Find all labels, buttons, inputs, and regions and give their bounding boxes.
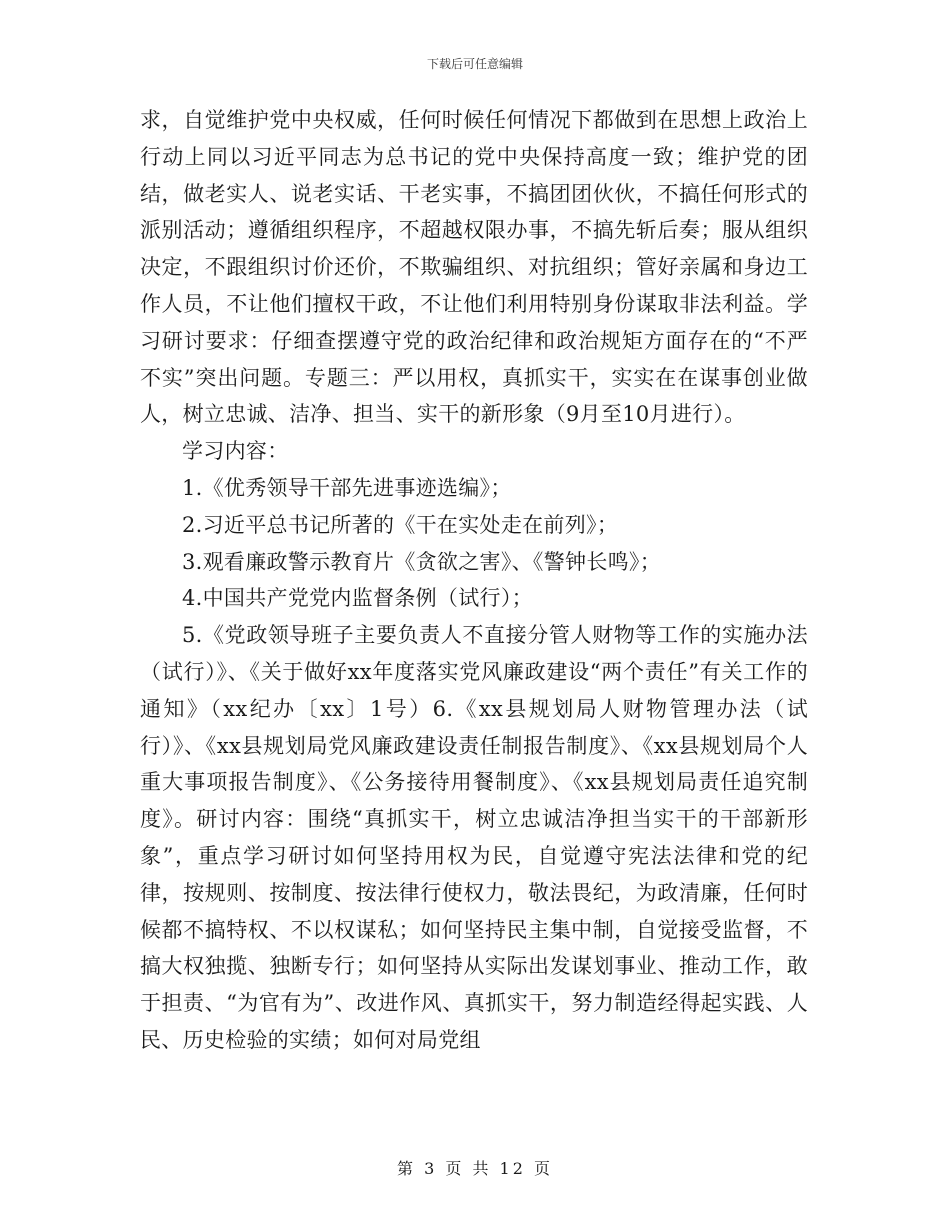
document-body [140, 102, 808, 1059]
paragraph: 5.《党政领导班子主要负责人不直接分管人财物等工作的实施办法（试行）》、《关于做好xx年度落实党风廉政建设“两个责任”有关工作的通知》（xx纪办〔xx〕1号）6.《xx县规划局人财物管理办法（试行）》、《xx县规划局党风廉政建设责任制报告制度》、《xx县规划局个人重大事项报告制度》、《公务接待用餐制度》、《xx县规划局责任追究制度》。研讨内容：围绕“真抓实干，树立忠诚洁净担当实干的干部新形象”，重点学习研讨如何坚持用权为民，自觉遵守宪法法律和党的纪律，按规则、按制度、按法律行使权力，敬法畏纪，为政清廉，任何时候都不搞特权、不以权谋私；如何坚持民主集中制，自觉接受监督，不搞大权独揽、独断专行；如何坚持从实际出发谋划事业、推动工作，敢于担责、“为官有为”、改进作风、真抓实干，努力制造经得起实践、人民、历史检验的实绩；如何对局党组 [140, 623, 808, 1052]
paragraph: 求，自觉维护党中央权威，任何时候任何情况下都做到在思想上政治上行动上同以习近平同志为总书记的党中央保持高度一致；维护党的团结，做老实人、说老实话、干老实事，不搞团团伙伙，不搞任何形式的派别活动；遵循组织程序，不超越权限办事，不搞先斩后奏；服从组织决定，不跟组织讨价还价，不欺骗组织、对抗组织；管好亲属和身边工作人员，不让他们擅权干政，不让他们利用特别身份谋取非法利益。学习研讨要求：仔细查摆遵守党的政治纪律和政治规矩方面存在的“不严不实”突出问题。专题三：严以用权，真抓实干，实实在在谋事创业做人，树立忠诚、洁净、担当、实干的新形象（9月至10月进行）。 [140, 108, 808, 427]
list-item: 2.习近平总书记所著的《干在实处走在前列》； [182, 512, 619, 537]
list-item: 1.《优秀领导干部先进事迹选编》； [182, 475, 512, 500]
page-footer: 第 3 页 共 12 页 [397, 1159, 553, 1178]
list-item: 3.观看廉政警示教育片《贪欲之害》、《警钟长鸣》； [182, 549, 662, 574]
page-header: 下载后可任意编辑 [426, 57, 523, 71]
paragraph: 学习内容： [182, 439, 289, 464]
list-item: 4.中国共产党党内监督条例（试行）； [182, 586, 533, 611]
